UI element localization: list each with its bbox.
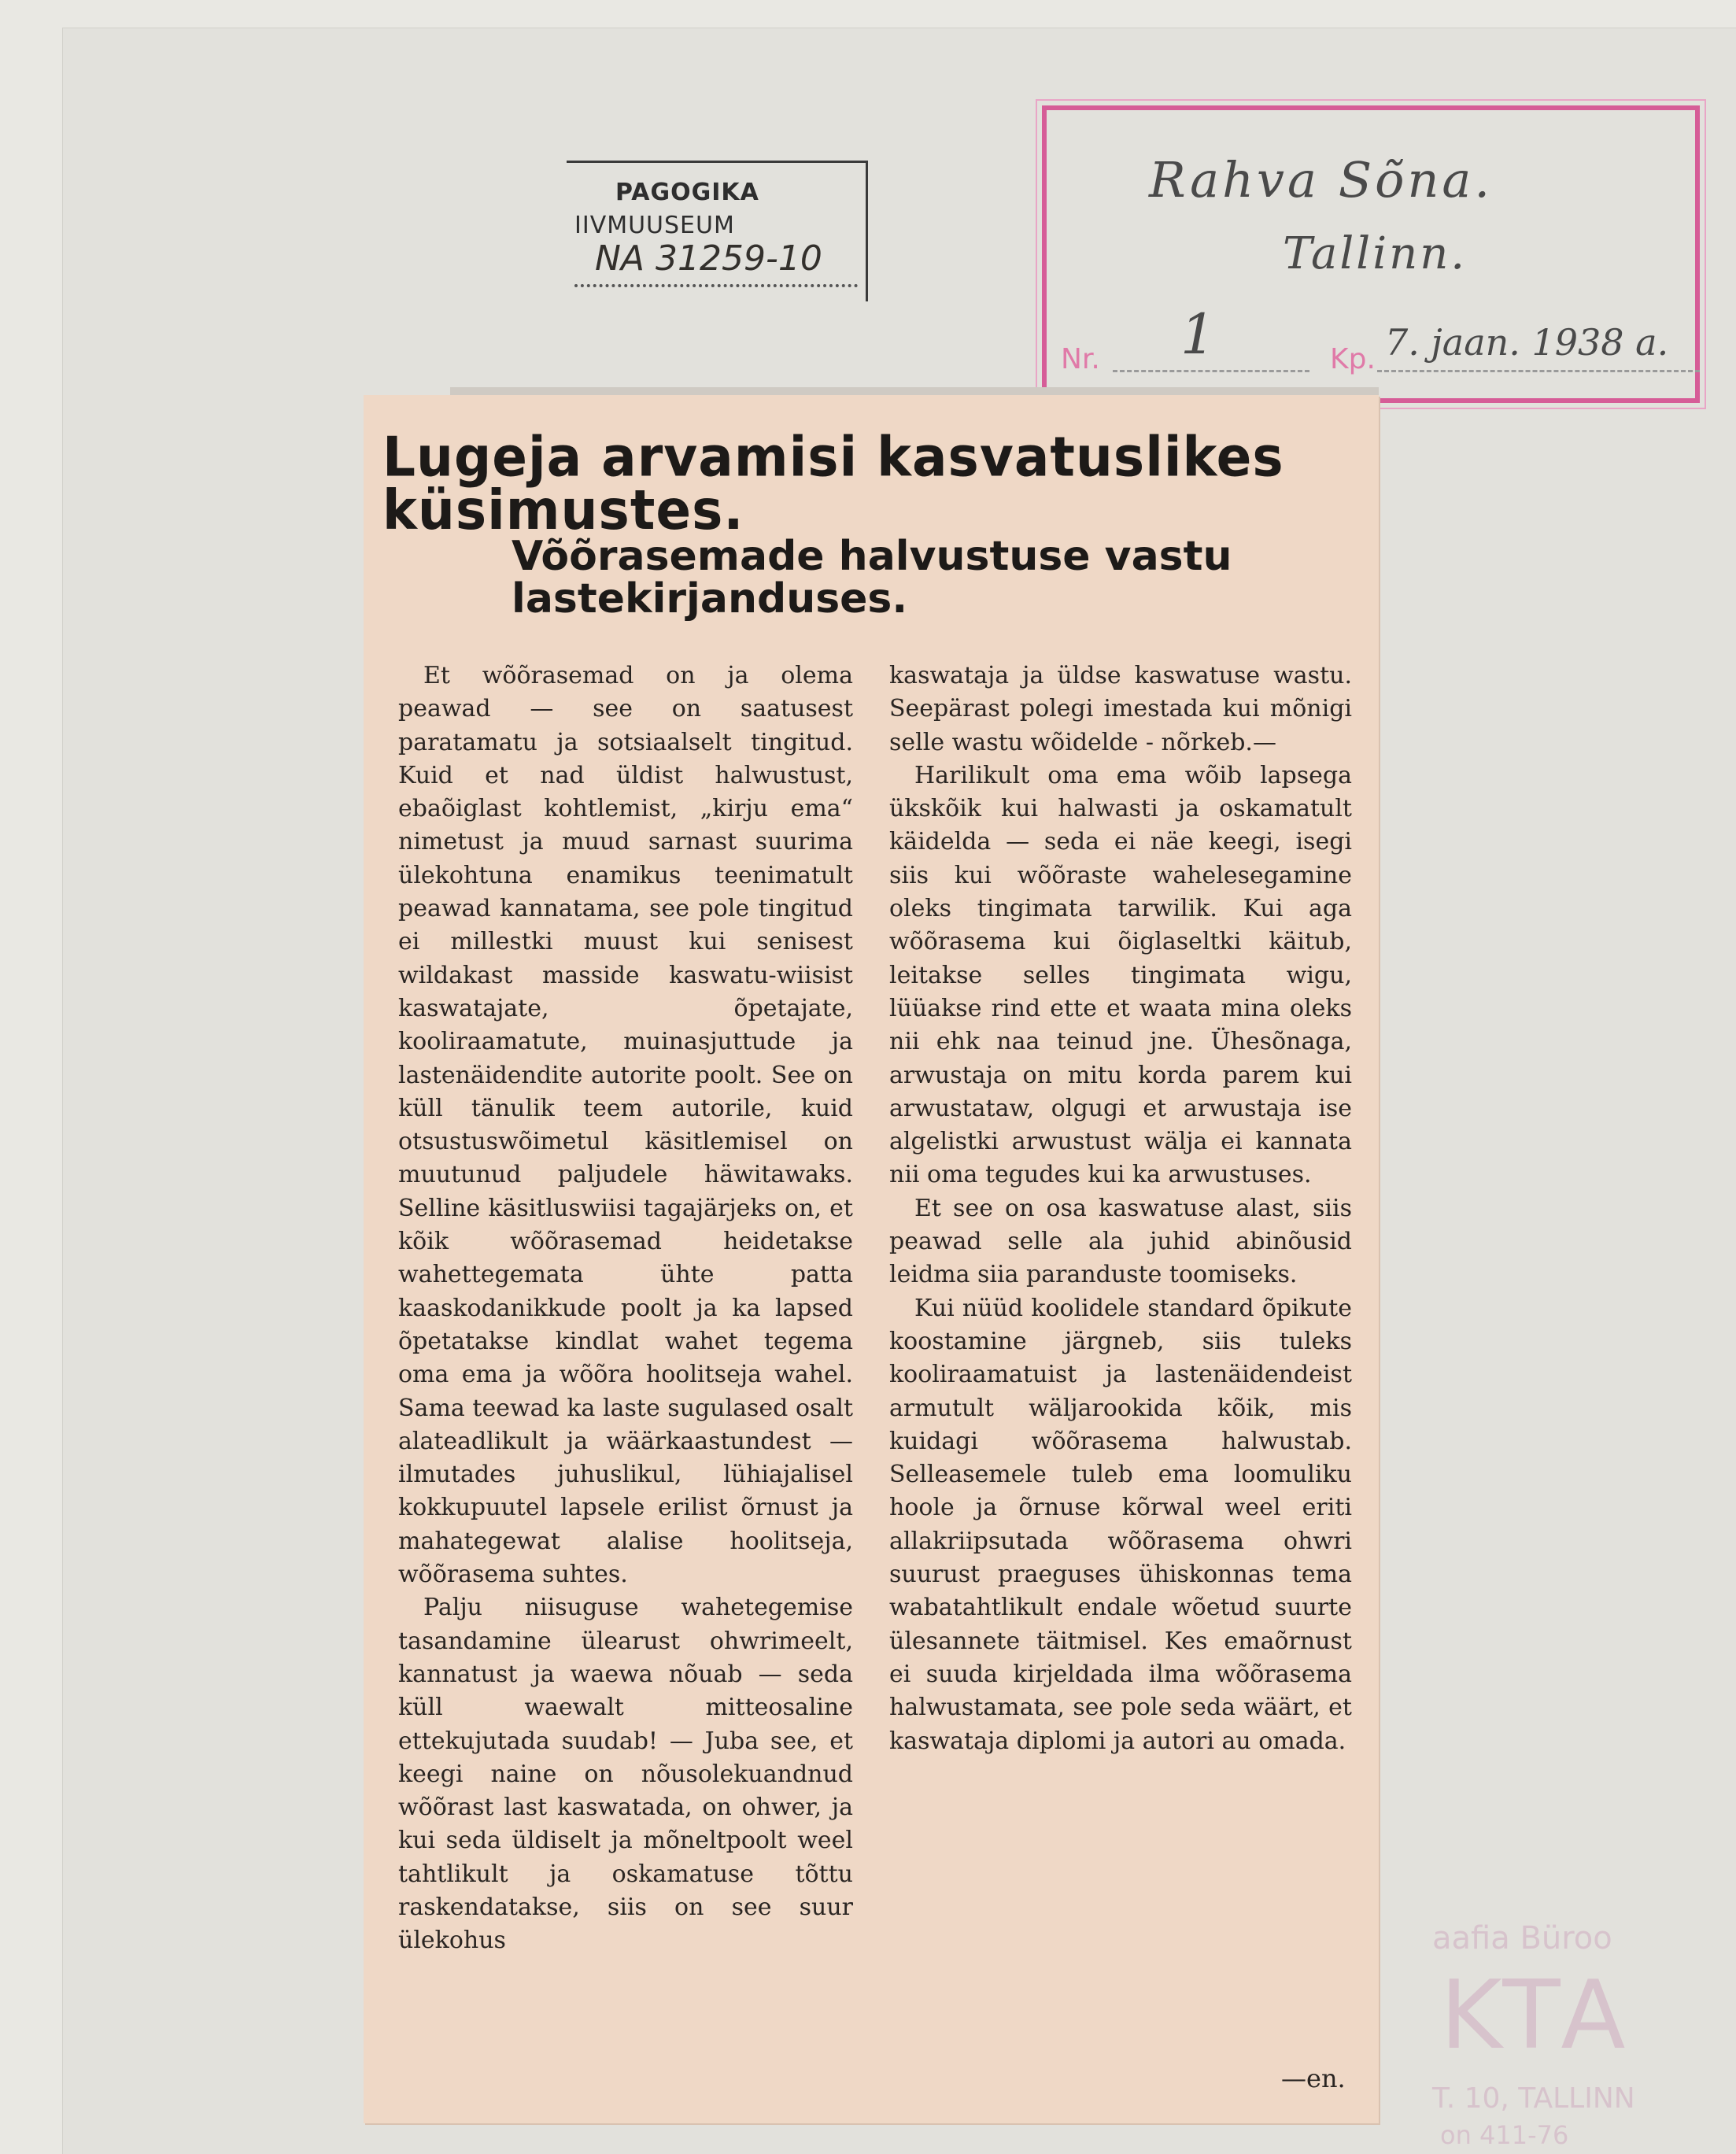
bureau-stamp-line3: T. 10, TALLINN (1432, 2082, 1635, 2115)
bureau-stamp (1417, 1917, 1736, 2153)
museum-stamp-dotted-line (574, 284, 858, 287)
article-left-column (398, 660, 853, 1958)
clipping-edge-strip (450, 387, 1379, 395)
article-headline: Lugeja arvamisi kasvatuslikes küsimustes. (382, 425, 1284, 542)
article-right-column (889, 660, 1352, 1758)
date-value: 7. jaan. 1938 a. (1385, 321, 1669, 364)
bureau-stamp-line4: on 411-76 (1440, 2120, 1569, 2150)
article-paragraph: Et wõõrasemad on ja olema peawad — see on saatusest paratamatu ja sotsiaalselt tingitud. Kuid et nad üldist halwustust, ebaõiglast kohtlemist, „kirju ema“ nimetust ja muud sarnast suurima ülekohtuna enamikus teenimatult peawad kannatama, see pole tingitud ei millestki muust kui senisest wildakast masside kaswatu-wiisist kaswatajate, õpetajate, kooliraamatute, muinasjuttude ja lastenäidendite autorite poolt. See on küll tänulik teem autorile, kuid otsustuswõimetul käsitlemisel on muutunud paljudele häwitawaks. Selline käsitluswiisi tagajärjeks on, et kõik wõõrasemad heidetakse wahettegemata ühte patta kaaskodanikkude poolt ja ka lapsed õpetatakse kindlat wahet tegema oma ema ja wõõra hoolitseja wahel. Sama teewad ka laste sugulased osalt alateadlikult ja wäärkaastundest — ilmutades juhuslikul, lühiajalisel kokkupuutel lapsele erilist õrnust ja mahategewat alalise hoolitseja, wõõrasema suhtes. (398, 662, 853, 1589)
article-paragraph: Harilikult oma ema wõib lapsega ükskõik kui halwasti ja oskamatult käidelda — seda ei näe keegi, isegi siis kui wõõraste wahelesegamine oleks tingimata tarwilik. Kui aga wõõrasema kui õiglaseltki käitub, leitakse selles tingimata wigu, lüüakse rind ette et waata mina oleks nii ehk naa teinud jne. Ühesõnaga, arwustaja on mitu korda parem kui arwustataw, olgugi et arwustaja ise algelistki arwustust wälja ei kannata nii oma tegudes kui ka arwustuses. (889, 761, 1352, 1189)
museum-stamp-line2: IIVMUUSEUM (574, 212, 735, 239)
issue-number-line (1113, 370, 1309, 372)
article-signature: —en. (1281, 2063, 1346, 2093)
article-paragraph: Kui nüüd koolidele standard õpikute koostamine järgneb, siis tuleks kooliraamatuist ja lastenäidendeist armutult wäljarookida kõik, mis kuidagi wõõrasema halwustab. Selleasemele tuleb ema loomuliku hoole ja õrnuse kõrwal weel eriti allakriipsutada wõõrasema ohwri suurust praeguses ühiskonnas tema wabatahtlikult endale wõetud suurte ülesannete täitmisel. Kes emaõrnust ei suuda kirjeldada ilma wõõrasema halwustamata, see pole seda wäärt, et kaswataja diplomi ja autori au omada. (889, 1294, 1352, 1755)
newspaper-city: Tallinn. (1283, 228, 1468, 279)
museum-stamp (567, 161, 868, 301)
bureau-stamp-line1: aafia Büroo (1432, 1920, 1612, 1956)
article-paragraph: kaswataja ja üldse kaswatuse wastu. Seepärast polegi imestada kui mõnigi selle wastu wõidelde - nõrkeb.— (889, 662, 1352, 756)
article-subheadline: Võõrasemade halvustuse vastu lastekirjanduses. (512, 533, 1232, 623)
issue-number-label: Nr. (1061, 343, 1100, 375)
museum-stamp-line1: PAGOGIKA (615, 179, 759, 206)
article-paragraph: Et see on osa kaswatuse alast, siis peawad selle ala juhid abinõusid leidma siia paranduste toomiseks. (889, 1194, 1352, 1289)
museum-catalog-number: NA 31259-10 (595, 238, 822, 279)
date-line (1377, 370, 1700, 372)
issue-number-value: 1 (1180, 302, 1216, 367)
article-paragraph: Palju niisuguse wahetegemise tasandamine ülearust ohwrimeelt, kannatust ja waewa nõuab — seda küll waewalt mitteosaline ettekujutada suudab! — Juba see, et keegi naine on nõusolekuandnud wõõrast last kaswatada, on ohwer, ja kui seda üldiselt ja mõneltpoolt weel tahtlikult ja oskamatuse tõttu raskendatakse, siis on see suur ülekohus (398, 1594, 853, 1955)
date-label: Kp. (1330, 343, 1376, 375)
newspaper-name: Rahva Sõna. (1149, 151, 1494, 209)
newspaper-clipping (364, 395, 1379, 2123)
bureau-stamp-line2: KTA (1440, 1961, 1634, 2071)
newspaper-stamp (1042, 105, 1700, 403)
